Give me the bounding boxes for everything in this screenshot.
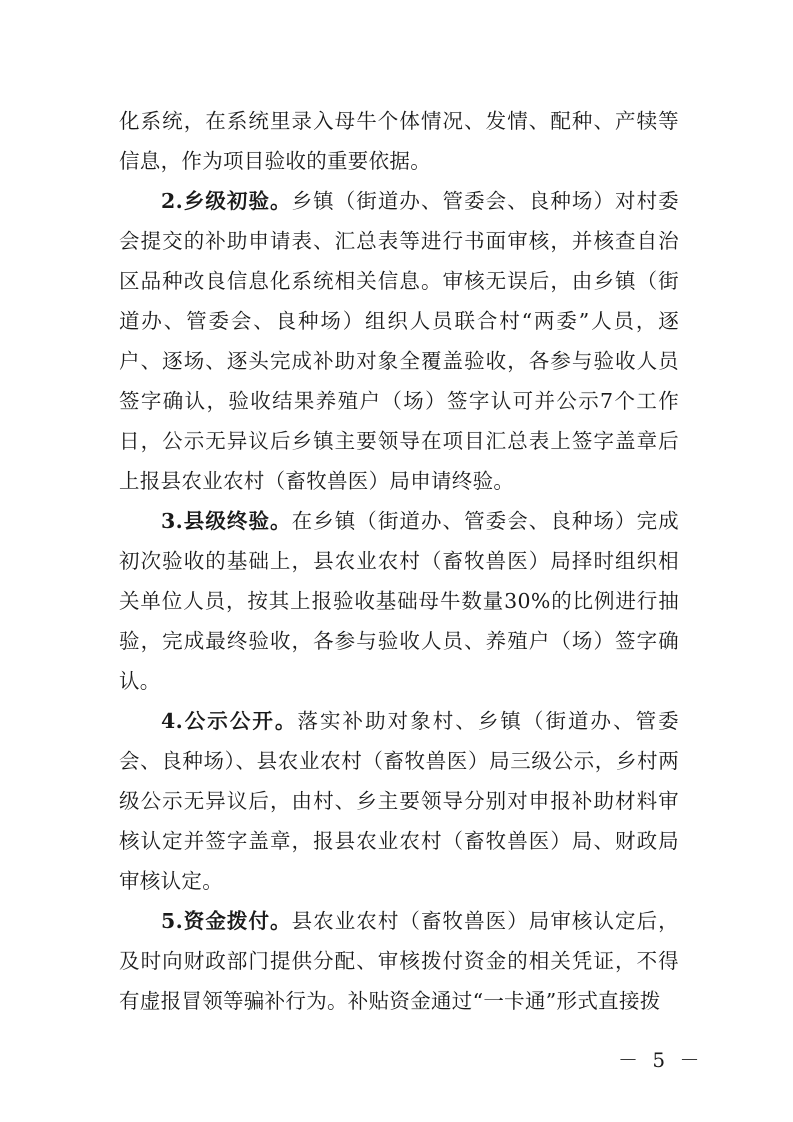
paragraph-3-text: 在乡镇（街道办、管委会、良种场）完成初次验收的基础上，县农业农村（畜牧兽医）局择时组织相关单位人员，按其上报验收基础母牛数量30%的比例进行抽验，完成最终验收，各参与验收人员、养殖户（场）签字确认。 (119, 509, 679, 693)
document-body (119, 101, 679, 1021)
paragraph-4 (119, 701, 679, 901)
paragraph-2-text: 乡镇（街道办、管委会、良种场）对村委会提交的补助申请表、汇总表等进行书面审核，并核查自治区品种改良信息化系统相关信息。审核无误后，由乡镇（街道办、管委会、良种场）组织人员联合村“两委”人员，逐户、逐场、逐头完成补助对象全覆盖验收，各参与验收人员签字确认，验收结果养殖户（场）签字认可并公示7个工作日，公示无异议后乡镇主要领导在项目汇总表上签字盖章后上报县农业农村（畜牧兽医）局申请终验。 (119, 189, 679, 493)
paragraph-3 (119, 501, 679, 701)
paragraph-2 (119, 181, 679, 501)
paragraph-4-heading: 4.公示公开。 (161, 709, 298, 733)
paragraph-4-text: 落实补助对象村、乡镇（街道办、管委会、良种场）、县农业农村（畜牧兽医）局三级公示，乡村两级公示无异议后，由村、乡主要领导分别对申报补助材料审核认定并签字盖章，报县农业农村（畜牧兽医）局、财政局审核认定。 (119, 709, 679, 893)
paragraph-1 (119, 101, 679, 181)
paragraph-2-heading: 2.乡级初验。 (161, 189, 292, 213)
paragraph-5 (119, 901, 679, 1021)
paragraph-3-heading: 3.县级终验。 (161, 509, 292, 533)
page-number: － 5 － (618, 1048, 704, 1072)
paragraph-5-heading: 5.资金拨付。 (161, 909, 292, 933)
paragraph-1-text: 化系统，在系统里录入母牛个体情况、发情、配种、产犊等信息，作为项目验收的重要依据。 (119, 109, 679, 173)
paragraph-5-text: 县农业农村（畜牧兽医）局审核认定后，及时向财政部门提供分配、审核拨付资金的相关凭证，不得有虚报冒领等骗补行为。补贴资金通过“一卡通”形式直接拨 (119, 909, 679, 1013)
